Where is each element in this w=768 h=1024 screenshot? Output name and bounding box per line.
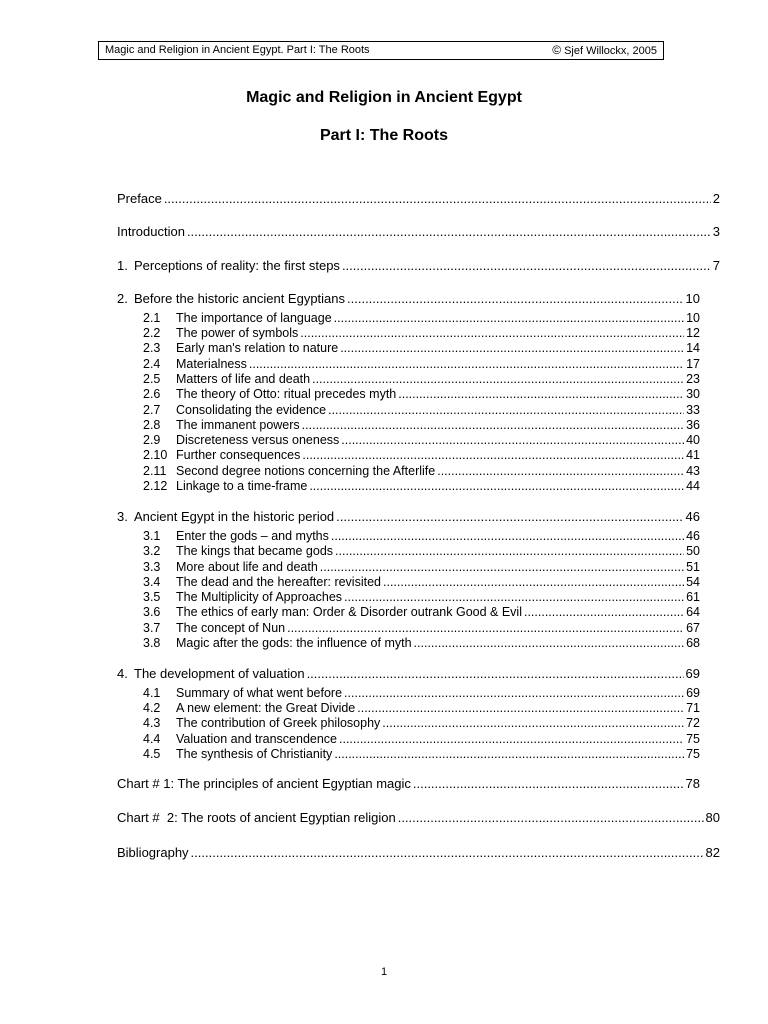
toc-entry-label: Perceptions of reality: the first steps (134, 258, 340, 273)
toc-entry-label: The immanent powers (176, 418, 300, 432)
toc-entry-label: Bibliography (117, 845, 189, 860)
toc-entry-label: The contribution of Greek philosophy (176, 716, 381, 730)
toc-entry-chart-1[interactable] (117, 776, 700, 792)
toc-entry-number: 3.4 (143, 575, 161, 589)
toc-entry-page: 78 (685, 776, 700, 791)
toc-entry-label: Matters of life and death (176, 372, 311, 386)
toc-entry-page: 64 (686, 605, 700, 619)
toc-entry-label: The kings that became gods (176, 544, 334, 558)
toc-entry-page: 36 (686, 418, 700, 432)
toc-entry-page: 46 (685, 509, 700, 524)
copyright-icon: © (552, 43, 562, 57)
toc-entry-page: 67 (686, 621, 700, 635)
toc-entry-number: 3. (117, 509, 128, 524)
toc-entry-chapter-2[interactable] (117, 291, 700, 307)
toc-entry-number: 4.1 (143, 686, 161, 700)
toc-entry-2-9[interactable] (143, 433, 700, 447)
toc-entry-label: Discreteness versus oneness (176, 433, 340, 447)
toc-entry-label: Enter the gods – and myths (176, 529, 329, 543)
toc-entry-3-7[interactable] (143, 621, 700, 635)
toc-entry-label: Early man's relation to nature (176, 341, 339, 355)
toc-entry-page: 17 (686, 357, 700, 371)
toc-entry-number: 4.3 (143, 716, 161, 730)
toc-entry-number: 2.6 (143, 387, 161, 401)
toc-entry-page: 7 (712, 258, 720, 273)
toc-entry-number: 3.7 (143, 621, 161, 635)
toc-entry-number: 2.7 (143, 403, 161, 417)
toc-entry-3-5[interactable] (143, 590, 700, 604)
toc-entry-3-8[interactable] (143, 636, 700, 650)
toc-entry-page: 50 (686, 544, 700, 558)
toc-entry-label: Magic after the gods: the influence of myth (176, 636, 412, 650)
toc-entry-number: 4. (117, 666, 128, 681)
toc-entry-page: 10 (685, 291, 700, 306)
toc-entry-label: Ancient Egypt in the historic period (134, 509, 335, 524)
toc-entry-label: Before the historic ancient Egyptians (134, 291, 346, 306)
toc-entry-label: Second degree notions concerning the Afterlife (176, 464, 436, 478)
toc-entry-2-12[interactable] (143, 479, 700, 493)
toc-entry-label: Chart # 2: The roots of ancient Egyptian religion (117, 810, 396, 825)
toc-entry-4-2[interactable] (143, 701, 700, 715)
toc-entry-label: More about life and death (176, 560, 318, 574)
toc-entry-2-6[interactable] (143, 387, 700, 401)
toc-entry-page: 71 (686, 701, 700, 715)
toc-entry-number: 2.9 (143, 433, 161, 447)
toc-entry-number: 2.4 (143, 357, 161, 371)
toc-entry-2-3[interactable] (143, 341, 700, 355)
toc-entry-page: 2 (712, 191, 720, 206)
toc-entry-4-1[interactable] (143, 686, 700, 700)
toc-entry-chapter-3[interactable] (117, 509, 700, 525)
toc-entry-2-1[interactable] (143, 311, 700, 325)
toc-entry-number: 2. (117, 291, 128, 306)
table-of-contents (117, 0, 720, 1024)
toc-entry-page: 75 (686, 732, 700, 746)
toc-entry-label: The development of valuation (134, 666, 305, 681)
toc-entry-3-2[interactable] (143, 544, 700, 558)
toc-entry-number: 2.2 (143, 326, 161, 340)
toc-entry-number: 4.2 (143, 701, 161, 715)
toc-entry-number: 2.10 (143, 448, 168, 462)
toc-entry-label: Valuation and transcendence (176, 732, 337, 746)
toc-entry-number: 2.12 (143, 479, 168, 493)
toc-entry-label: Further consequences (176, 448, 301, 462)
toc-entry-page: 40 (686, 433, 700, 447)
toc-entry-2-7[interactable] (143, 403, 700, 417)
toc-entry-4-3[interactable] (143, 716, 700, 730)
toc-entry-label: The power of symbols (176, 326, 299, 340)
toc-entry-3-3[interactable] (143, 560, 700, 574)
toc-entry-number: 3.6 (143, 605, 161, 619)
toc-entry-page: 43 (686, 464, 700, 478)
header-title: Magic and Religion in Ancient Egypt. Part I: The Roots (105, 44, 370, 56)
toc-entry-number: 2.1 (143, 311, 161, 325)
document-title: Magic and Religion in Ancient Egypt (246, 89, 522, 106)
toc-entry-page: 80 (705, 810, 720, 825)
toc-entry-chapter-1[interactable] (117, 258, 720, 274)
toc-entry-2-2[interactable] (143, 326, 700, 340)
toc-entry-number: 4.5 (143, 747, 161, 761)
toc-entry-2-4[interactable] (143, 357, 700, 371)
toc-entry-number: 4.4 (143, 732, 161, 746)
toc-entry-introduction[interactable] (117, 224, 720, 240)
toc-entry-label: The dead and the hereafter: revisited (176, 575, 381, 589)
toc-entry-label: The theory of Otto: ritual precedes myth (176, 387, 397, 401)
toc-entry-page: 3 (712, 224, 720, 239)
toc-entry-page: 44 (686, 479, 700, 493)
toc-entry-page: 23 (686, 372, 700, 386)
toc-entry-label: Materialness (176, 357, 247, 371)
toc-entry-number: 3.3 (143, 560, 161, 574)
toc-entry-3-6[interactable] (143, 605, 700, 619)
toc-entry-label: Consolidating the evidence (176, 403, 327, 417)
toc-entry-page: 72 (686, 716, 700, 730)
toc-entry-number: 1. (117, 258, 128, 273)
toc-entry-page: 46 (686, 529, 700, 543)
document-subtitle: Part I: The Roots (319, 127, 448, 144)
toc-entry-page: 41 (686, 448, 700, 462)
toc-entry-page: 12 (686, 326, 700, 340)
toc-entry-label: Summary of what went before (176, 686, 343, 700)
toc-entry-2-10[interactable] (143, 448, 700, 462)
toc-entry-label: Chart # 1: The principles of ancient Egyptian magic (117, 776, 411, 791)
toc-entry-number: 2.8 (143, 418, 161, 432)
toc-entry-page: 10 (686, 311, 700, 325)
toc-entry-label: Preface (117, 191, 162, 206)
toc-entry-number: 3.5 (143, 590, 161, 604)
toc-entry-label: A new element: the Great Divide (176, 701, 356, 715)
toc-entry-label: Introduction (117, 224, 185, 239)
toc-entry-number: 2.5 (143, 372, 161, 386)
toc-entry-bibliography[interactable] (117, 845, 720, 861)
toc-entry-page: 61 (686, 590, 700, 604)
toc-entry-2-11[interactable] (143, 464, 700, 478)
toc-entry-2-5[interactable] (143, 372, 700, 386)
header-author-text: Sjef Willockx, 2005 (564, 45, 657, 57)
toc-entry-page: 30 (686, 387, 700, 401)
toc-entry-chart-2[interactable] (117, 810, 720, 826)
toc-entry-label: The synthesis of Christianity (176, 747, 333, 761)
toc-entry-page: 82 (705, 845, 720, 860)
toc-entry-page: 14 (686, 341, 700, 355)
toc-entry-page: 51 (686, 560, 700, 574)
toc-entry-3-4[interactable] (143, 575, 700, 589)
toc-entry-label: The concept of Nun (176, 621, 286, 635)
toc-entry-label: The importance of language (176, 311, 332, 325)
toc-entry-page: 68 (686, 636, 700, 650)
toc-entry-page: 69 (686, 686, 700, 700)
toc-entry-number: 3.8 (143, 636, 161, 650)
toc-entry-4-5[interactable] (143, 747, 700, 761)
toc-entry-label: Linkage to a time-frame (176, 479, 308, 493)
toc-entry-4-4[interactable] (143, 732, 700, 746)
page-number: 1 (380, 966, 388, 978)
toc-entry-number: 2.11 (143, 464, 167, 478)
toc-entry-number: 2.3 (143, 341, 161, 355)
toc-entry-label: The Multiplicity of Approaches (176, 590, 343, 604)
toc-entry-number: 3.1 (143, 529, 161, 543)
toc-entry-2-8[interactable] (143, 418, 700, 432)
toc-entry-preface[interactable] (117, 191, 720, 207)
toc-entry-number: 3.2 (143, 544, 161, 558)
toc-entry-page: 75 (686, 747, 700, 761)
toc-entry-3-1[interactable] (143, 529, 700, 543)
toc-entry-chapter-4[interactable] (117, 666, 700, 682)
toc-entry-page: 33 (686, 403, 700, 417)
toc-entry-page: 54 (686, 575, 700, 589)
toc-entry-page: 69 (685, 666, 700, 681)
toc-entry-label: The ethics of early man: Order & Disorder outrank Good & Evil (176, 605, 522, 619)
